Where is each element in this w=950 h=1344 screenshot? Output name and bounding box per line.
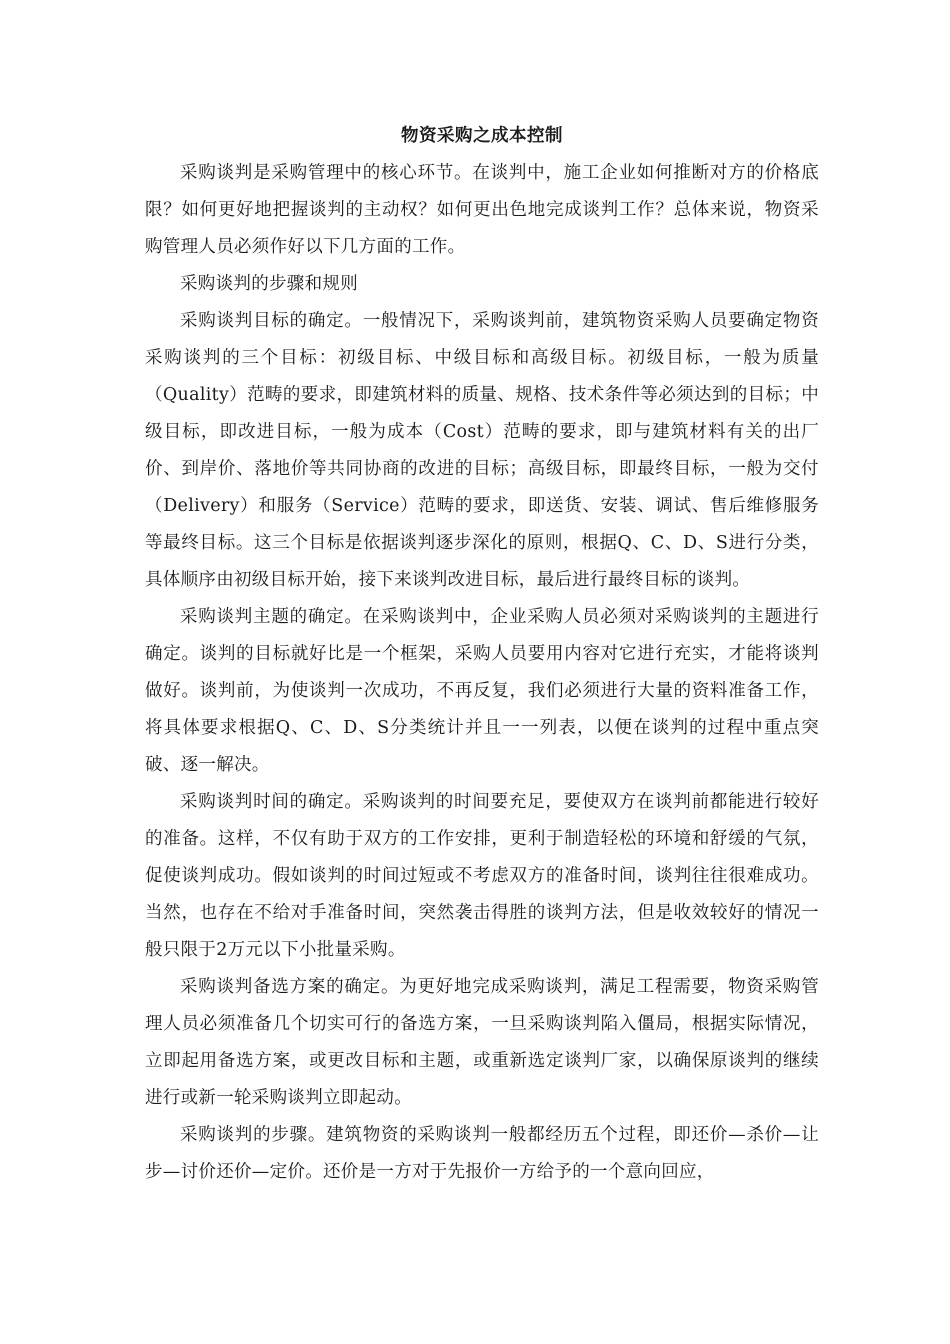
paragraph-steps: 采购谈判的步骤。建筑物资的采购谈判一般都经历五个过程，即还价—杀价—让步—讨价还价—定价。还价是一方对于先报价一方给予的一个意向回应， [145,1125,819,1182]
paragraph-objectives: 采购谈判目标的确定。一般情况下，采购谈判前，建筑物资采购人员要确定物资采购谈判的三个目标：初级目标、中级目标和高级目标。初级目标，一般为质量（Quality）范畴的要求，即建筑材料的质量、规格、技术条件等必须达到的目标；中级目标，即改进目标，一般为成本（Cost）范畴的要求，即与建筑材料有关的出厂价、到岸价、落地价等共同协商的改进的目标；高级目标，即最终目标，一般为交付（Delivery）和服务（Service）范畴的要求，即送货、安装、调试、售后维修服务等最终目标。这三个目标是依据谈判逐步深化的原则，根据Q、C、D、S进行分类，具体顺序由初级目标开始，接下来谈判改进目标，最后进行最终目标的谈判。 [145,311,819,590]
document-body [145,118,819,1191]
intro-paragraph: 采购谈判是采购管理中的核心环节。在谈判中，施工企业如何推断对方的价格底限？如何更好地把握谈判的主动权？如何更出色地完成谈判工作？总体来说，物资采购管理人员必须作好以下几方面的工作。 [145,163,819,257]
document-title: 物资采购之成本控制 [401,126,563,146]
section-heading: 采购谈判的步骤和规则 [180,274,358,294]
paragraph-topic: 采购谈判主题的确定。在采购谈判中，企业采购人员必须对采购谈判的主题进行确定。谈判的目标就好比是一个框架，采购人员要用内容对它进行充实，才能将谈判做好。谈判前，为使谈判一次成功，不再反复，我们必须进行大量的资料准备工作，将具体要求根据Q、C、D、S分类统计并且一一列表，以便在谈判的过程中重点突破、逐一解决。 [145,607,819,775]
paragraph-timing: 采购谈判时间的确定。采购谈判的时间要充足，要使双方在谈判前都能进行较好的准备。这样，不仅有助于双方的工作安排，更利于制造轻松的环境和舒缓的气氛，促使谈判成功。假如谈判的时间过短或不考虑双方的准备时间，谈判往往很难成功。当然，也存在不给对手准备时间，突然袭击得胜的谈判方法，但是收效较好的情况一般只限于2万元以下小批量采购。 [145,792,819,960]
paragraph-alternatives: 采购谈判备选方案的确定。为更好地完成采购谈判，满足工程需要，物资采购管理人员必须准备几个切实可行的备选方案，一旦采购谈判陷入僵局，根据实际情况，立即起用备选方案，或更改目标和主题，或重新选定谈判厂家，以确保原谈判的继续进行或新一轮采购谈判立即起动。 [145,977,819,1108]
